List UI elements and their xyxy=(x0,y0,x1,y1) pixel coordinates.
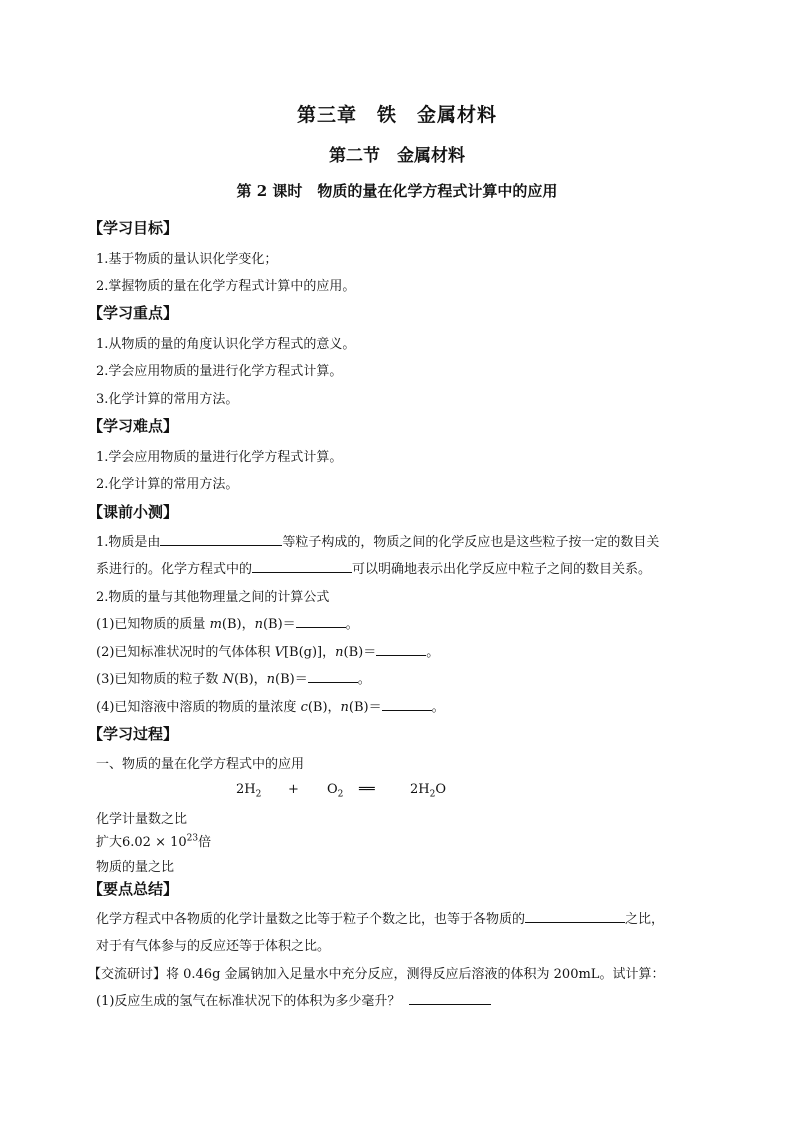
answer-blank[interactable] xyxy=(296,614,346,628)
answer-blank[interactable] xyxy=(308,669,358,683)
equation-o2: $O_2$ xyxy=(327,782,344,800)
process-part1: 一、物质的量在化学方程式中的应用 xyxy=(96,757,305,772)
objective-item: 2.掌握物质的量在化学方程式计算中的应用。 xyxy=(96,279,356,294)
answer-blank[interactable] xyxy=(160,532,282,546)
equation-plus: + xyxy=(288,782,299,797)
formula-gas-volume: (2)已知标准状况时的气体体积 V[B(g)]，n(B)＝ 。 xyxy=(96,641,439,660)
answer-blank[interactable] xyxy=(252,559,352,573)
formula-concentration: (4)已知溶液中溶质的物质的量浓度 c(B)，n(B)＝ 。 xyxy=(96,696,445,715)
key-point-item: 3.化学计算的常用方法。 xyxy=(96,392,239,407)
summary-line1: 化学方程式中各物质的化学计量数之比等于粒子个数之比，也等于各物质的 之比， xyxy=(96,908,664,927)
answer-blank[interactable] xyxy=(382,697,432,711)
answer-blank[interactable] xyxy=(376,642,426,656)
answer-blank[interactable] xyxy=(409,991,491,1005)
equation-h2o: $2H_2O$ xyxy=(410,782,447,800)
answer-blank[interactable] xyxy=(525,909,625,923)
difficulties-heading: 【学习难点】 xyxy=(88,417,179,435)
exchange-problem: 【交流研讨】将 0.46g 金属钠加入足量水中充分反应，测得反应后溶液的体积为 200mL。试计算： xyxy=(88,967,665,982)
summary-line2: 对于有气体参与的反应还等于体积之比。 xyxy=(96,939,331,954)
avogadro-scale-label: 扩大$6.02 \times 10^{23}$倍 xyxy=(96,833,212,850)
key-point-item: 1.从物质的量的角度认识化学方程式的意义。 xyxy=(96,337,356,352)
key-point-item: 2.学会应用物质的量进行化学方程式计算。 xyxy=(96,364,343,379)
pretest-q2: 2.物质的量与其他物理量之间的计算公式 xyxy=(96,590,330,605)
formula-particle-count: (3)已知物质的粒子数 N(B)，n(B)＝ 。 xyxy=(96,668,371,687)
exchange-question-1: (1)反应生成的氢气在标准状况下的体积为多少毫升？ xyxy=(96,990,491,1009)
equation-h2: $2H_2$ xyxy=(236,782,262,800)
section-title: 第二节 金属材料 xyxy=(329,146,465,166)
mole-ratio-label: 物质的量之比 xyxy=(96,860,175,875)
pretest-q1-line2: 系进行的。化学方程式中的 可以明确地表示出化学反应中粒子之间的数目关系。 xyxy=(96,558,651,577)
chapter-title: 第三章 铁 金属材料 xyxy=(296,104,497,126)
summary-heading: 【要点总结】 xyxy=(88,880,179,898)
objectives-heading: 【学习目标】 xyxy=(88,219,179,237)
key-points-heading: 【学习重点】 xyxy=(88,304,179,322)
pretest-q1-line1: 1.物质是由 等粒子构成的，物质之间的化学反应也是这些粒子按一定的数目关 xyxy=(96,531,659,550)
lesson-title: 第 2 课时 物质的量在化学方程式计算中的应用 xyxy=(236,182,558,200)
process-heading: 【学习过程】 xyxy=(88,725,179,743)
equation-arrow: ══ xyxy=(359,782,375,797)
difficulty-item: 2.化学计算的常用方法。 xyxy=(96,477,239,492)
pretest-heading: 【课前小测】 xyxy=(88,503,179,521)
formula-mass: (1)已知物质的质量 m(B)，n(B)＝ 。 xyxy=(96,613,359,632)
difficulty-item: 1.学会应用物质的量进行化学方程式计算。 xyxy=(96,450,343,465)
objective-item: 1.基于物质的量认识化学变化； xyxy=(96,252,278,267)
stoich-ratio-label: 化学计量数之比 xyxy=(96,812,188,827)
